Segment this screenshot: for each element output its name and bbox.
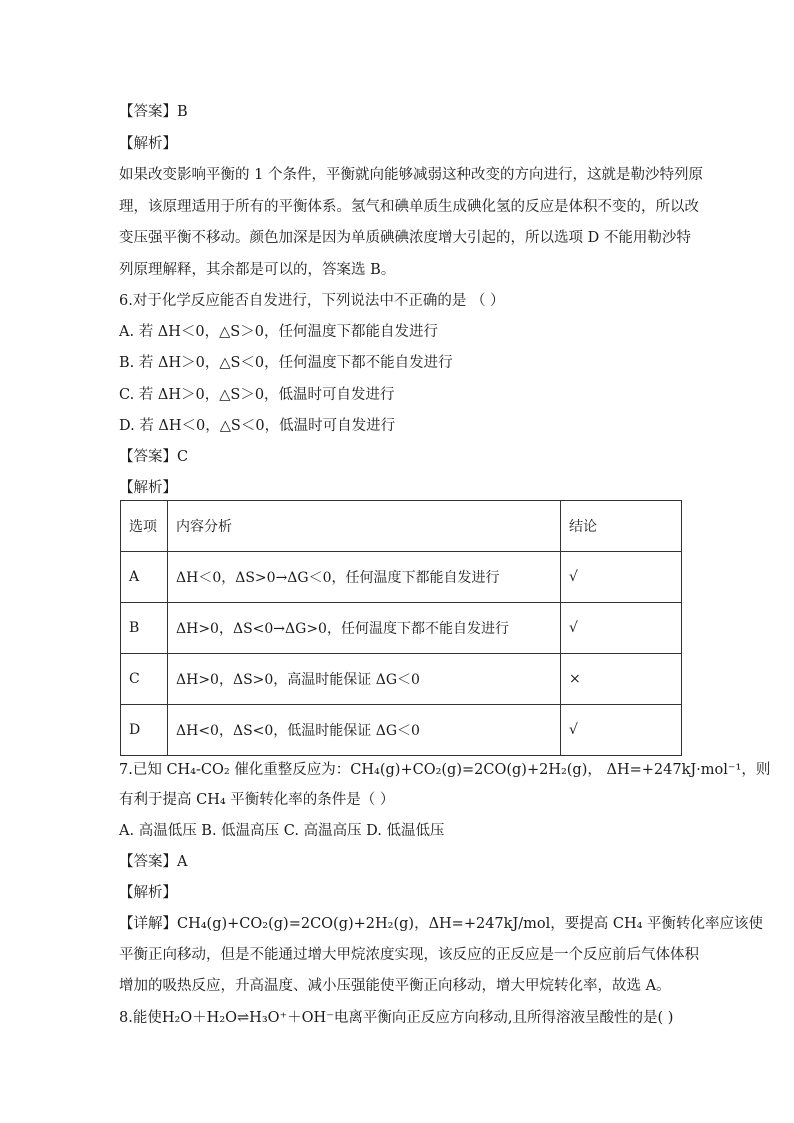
table-row: [121, 705, 682, 756]
q7-stem-line: 7.已知 CH₄-CO₂ 催化重整反应为：CH₄(g)+CO₂(g)=2CO(g)+2H₂(g)， ΔH=+247kJ·mol⁻¹，则: [119, 762, 771, 778]
table-row: [121, 654, 682, 705]
q6-option-b: B. 若 ΔH＞0，△S＜0，任何温度下都不能自发进行: [119, 355, 453, 371]
q7-stem-line: 有利于提高 CH₄ 平衡转化率的条件是（ ）: [119, 792, 395, 808]
q7-options: A. 高温低压 B. 低温高压 C. 高温高压 D. 低温低压: [119, 823, 445, 839]
q5-analysis-line: 如果改变影响平衡的 1 个条件，平衡就向能够减弱这种改变的方向进行，这就是勒沙特列原: [119, 167, 703, 183]
table-cell-content: ΔH>0，ΔS>0，高温时能保证 ΔG＜0: [168, 654, 561, 705]
table-cell-conclusion: √: [561, 552, 682, 603]
table-cell-option: D: [121, 705, 168, 756]
q6-analysis-heading: 【解析】: [119, 480, 177, 496]
table-header-cell: 内容分析: [168, 501, 561, 552]
q5-answer: 【答案】B: [119, 104, 188, 120]
table-cell-conclusion: √: [561, 705, 682, 756]
q7-analysis-heading: 【解析】: [119, 885, 177, 901]
table-cell-option: A: [121, 552, 168, 603]
table-cell-content: ΔH>0，ΔS<0→ΔG>0，任何温度下都不能自发进行: [168, 603, 561, 654]
q7-answer: 【答案】A: [119, 854, 188, 870]
q6-option-d: D. 若 ΔH＜0，△S＜0，低温时可自发进行: [119, 418, 396, 434]
table-cell-conclusion: ×: [561, 654, 682, 705]
q6-option-c: C. 若 ΔH＞0，△S＞0，低温时可自发进行: [119, 387, 395, 403]
table-header-row: [121, 501, 682, 552]
q6-answer: 【答案】C: [119, 449, 189, 465]
q5-analysis-line: 列原理解释，其余都是可以的，答案选 B。: [119, 262, 396, 278]
table-row: [121, 603, 682, 654]
q5-analysis-line: 理，该原理适用于所有的平衡体系。氢气和碘单质生成碘化氢的反应是体积不变的，所以改: [119, 199, 699, 215]
table-cell-option: C: [121, 654, 168, 705]
table-header-cell: 结论: [561, 501, 682, 552]
q5-analysis-heading: 【解析】: [119, 136, 177, 152]
q7-detail-line: 平衡正向移动，但是不能通过增大甲烷浓度实现，该反应的正反应是一个反应前后气体体积: [119, 947, 699, 963]
q7-detail-line: 【详解】CH₄(g)+CO₂(g)=2CO(g)+2H₂(g)，ΔH=+247kJ/mol，要提高 CH₄ 平衡转化率应该使: [119, 916, 764, 932]
q6-option-a: A. 若 ΔH＜0，△S＞0，任何温度下都能自发进行: [119, 324, 438, 340]
q5-analysis-line: 变压强平衡不移动。颜色加深是因为单质碘碘浓度增大引起的，所以选项 D 不能用勒沙特: [119, 230, 691, 246]
table-cell-content: ΔH<0，ΔS<0，低温时能保证 ΔG＜0: [168, 705, 561, 756]
table-header-cell: 选项: [121, 501, 168, 552]
table-row: [121, 552, 682, 603]
q8-stem: 8.能使H₂O＋H₂O⇌H₃O⁺＋OH⁻电离平衡向正反应方向移动,且所得溶液呈酸性的是( ): [119, 1010, 674, 1026]
table-cell-content: ΔH＜0，ΔS>0→ΔG＜0，任何温度下都能自发进行: [168, 552, 561, 603]
q6-analysis-table: [120, 500, 682, 756]
q6-stem: 6.对于化学反应能否自发进行，下列说法中不正确的是 （ ）: [119, 293, 505, 309]
q7-detail-line: 增加的吸热反应，升高温度、减小压强能使平衡正向移动，增大甲烷转化率，故选 A。: [119, 978, 671, 994]
table-cell-conclusion: √: [561, 603, 682, 654]
table-cell-option: B: [121, 603, 168, 654]
